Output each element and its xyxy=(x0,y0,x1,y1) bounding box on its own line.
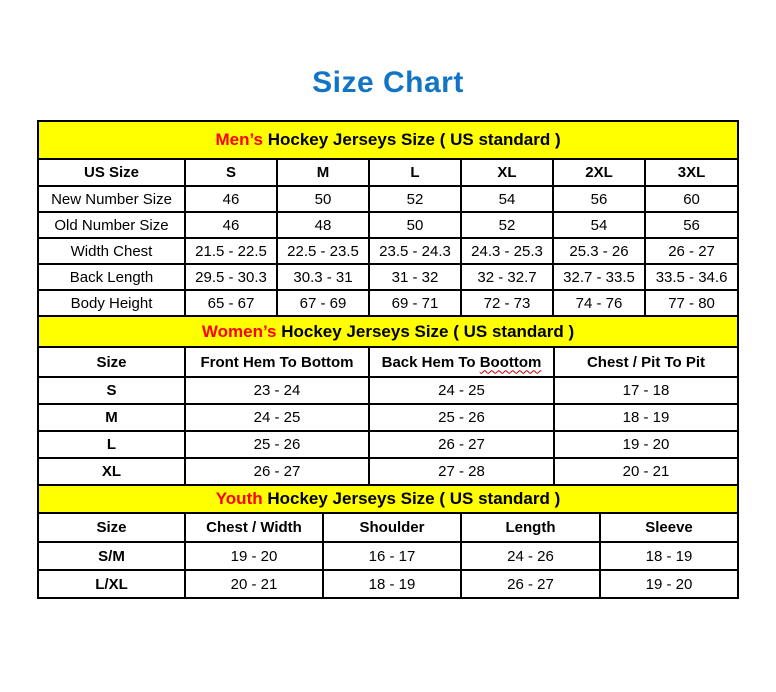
womens-row-label: M xyxy=(38,404,185,431)
mens-size-value: 52 xyxy=(461,212,553,238)
youth-section-label: Hockey Jerseys Size ( US standard ) xyxy=(262,489,561,508)
mens-table-row xyxy=(38,264,738,290)
youth-section-accent: Youth xyxy=(215,489,263,508)
mens-column-header: 2XL xyxy=(553,159,645,186)
mens-size-value: 60 xyxy=(645,186,738,212)
youth-column-header: Chest / Width xyxy=(185,513,323,542)
womens-column-header: Size xyxy=(38,347,185,377)
mens-size-value: 67 - 69 xyxy=(277,290,369,316)
spellcheck-underlined-word: Boottom xyxy=(479,353,542,371)
youth-column-header: Sleeve xyxy=(600,513,738,542)
mens-table-row xyxy=(38,238,738,264)
mens-size-value: 25.3 - 26 xyxy=(553,238,645,264)
youth-column-header: Length xyxy=(461,513,600,542)
womens-size-value: 26 - 27 xyxy=(369,431,554,458)
youth-column-header: Shoulder xyxy=(323,513,461,542)
womens-row-label: S xyxy=(38,377,185,404)
womens-table-row xyxy=(38,431,738,458)
mens-table-row xyxy=(38,212,738,238)
mens-size-value: 32 - 32.7 xyxy=(461,264,553,290)
womens-column-header xyxy=(369,347,554,377)
mens-size-value: 50 xyxy=(277,186,369,212)
youth-size-value: 24 - 26 xyxy=(461,542,600,570)
mens-row-label: Width Chest xyxy=(38,238,185,264)
mens-size-value: 50 xyxy=(369,212,461,238)
mens-column-header: US Size xyxy=(38,159,185,186)
mens-row-label: Body Height xyxy=(38,290,185,316)
youth-table-row xyxy=(38,570,738,598)
header-text: Back Hem To xyxy=(381,353,480,371)
womens-size-value: 25 - 26 xyxy=(185,431,369,458)
mens-row-label: New Number Size xyxy=(38,186,185,212)
womens-table-row xyxy=(38,458,738,485)
womens-column-header: Chest / Pit To Pit xyxy=(554,347,738,377)
youth-row-label: S/M xyxy=(38,542,185,570)
womens-size-value: 25 - 26 xyxy=(369,404,554,431)
womens-size-table xyxy=(37,315,739,486)
mens-size-value: 56 xyxy=(645,212,738,238)
mens-size-value: 54 xyxy=(461,186,553,212)
mens-size-value: 77 - 80 xyxy=(645,290,738,316)
womens-size-value: 23 - 24 xyxy=(185,377,369,404)
womens-section-accent: Women’s xyxy=(201,321,277,341)
womens-table-row xyxy=(38,404,738,431)
mens-table-row xyxy=(38,186,738,212)
page-title: Size Chart xyxy=(312,66,464,99)
youth-size-value: 18 - 19 xyxy=(323,570,461,598)
youth-size-value: 26 - 27 xyxy=(461,570,600,598)
mens-column-header: XL xyxy=(461,159,553,186)
womens-size-value: 18 - 19 xyxy=(554,404,738,431)
mens-size-value: 30.3 - 31 xyxy=(277,264,369,290)
youth-size-value: 19 - 20 xyxy=(185,542,323,570)
youth-size-value: 18 - 19 xyxy=(600,542,738,570)
mens-size-value: 33.5 - 34.6 xyxy=(645,264,738,290)
mens-size-value: 29.5 - 30.3 xyxy=(185,264,277,290)
mens-size-value: 56 xyxy=(553,186,645,212)
youth-column-header: Size xyxy=(38,513,185,542)
mens-size-value: 32.7 - 33.5 xyxy=(553,264,645,290)
size-chart-tables xyxy=(37,120,737,599)
mens-table-row xyxy=(38,290,738,316)
womens-row-label: L xyxy=(38,431,185,458)
mens-size-value: 72 - 73 xyxy=(461,290,553,316)
womens-table-row xyxy=(38,377,738,404)
mens-size-value: 52 xyxy=(369,186,461,212)
mens-row-label: Back Length xyxy=(38,264,185,290)
mens-section-header xyxy=(38,121,738,159)
youth-size-value: 19 - 20 xyxy=(600,570,738,598)
womens-size-value: 26 - 27 xyxy=(185,458,369,485)
womens-size-value: 24 - 25 xyxy=(185,404,369,431)
mens-size-value: 26 - 27 xyxy=(645,238,738,264)
mens-column-header: 3XL xyxy=(645,159,738,186)
mens-column-header: M xyxy=(277,159,369,186)
mens-size-table xyxy=(37,120,739,317)
mens-column-header: S xyxy=(185,159,277,186)
womens-section-label: Hockey Jerseys Size ( US standard ) xyxy=(276,321,575,341)
youth-size-table xyxy=(37,484,739,599)
mens-size-value: 31 - 32 xyxy=(369,264,461,290)
youth-row-label: L/XL xyxy=(38,570,185,598)
mens-column-header: L xyxy=(369,159,461,186)
mens-section-label: Hockey Jerseys Size ( US standard ) xyxy=(263,130,561,149)
youth-size-value: 20 - 21 xyxy=(185,570,323,598)
mens-section-accent: Men’s xyxy=(215,130,263,149)
womens-size-value: 17 - 18 xyxy=(554,377,738,404)
mens-size-value: 21.5 - 22.5 xyxy=(185,238,277,264)
mens-row-label: Old Number Size xyxy=(38,212,185,238)
mens-size-value: 74 - 76 xyxy=(553,290,645,316)
womens-size-value: 19 - 20 xyxy=(554,431,738,458)
mens-size-value: 65 - 67 xyxy=(185,290,277,316)
womens-size-value: 27 - 28 xyxy=(369,458,554,485)
mens-size-value: 23.5 - 24.3 xyxy=(369,238,461,264)
mens-size-value: 46 xyxy=(185,212,277,238)
mens-size-value: 48 xyxy=(277,212,369,238)
mens-size-value: 22.5 - 23.5 xyxy=(277,238,369,264)
youth-section-header xyxy=(38,485,738,513)
mens-size-value: 54 xyxy=(553,212,645,238)
youth-table-row xyxy=(38,542,738,570)
mens-size-value: 46 xyxy=(185,186,277,212)
mens-size-value: 24.3 - 25.3 xyxy=(461,238,553,264)
womens-column-header: Front Hem To Bottom xyxy=(185,347,369,377)
womens-size-value: 20 - 21 xyxy=(554,458,738,485)
womens-section-header xyxy=(38,316,738,347)
youth-size-value: 16 - 17 xyxy=(323,542,461,570)
womens-size-value: 24 - 25 xyxy=(369,377,554,404)
mens-size-value: 69 - 71 xyxy=(369,290,461,316)
womens-row-label: XL xyxy=(38,458,185,485)
